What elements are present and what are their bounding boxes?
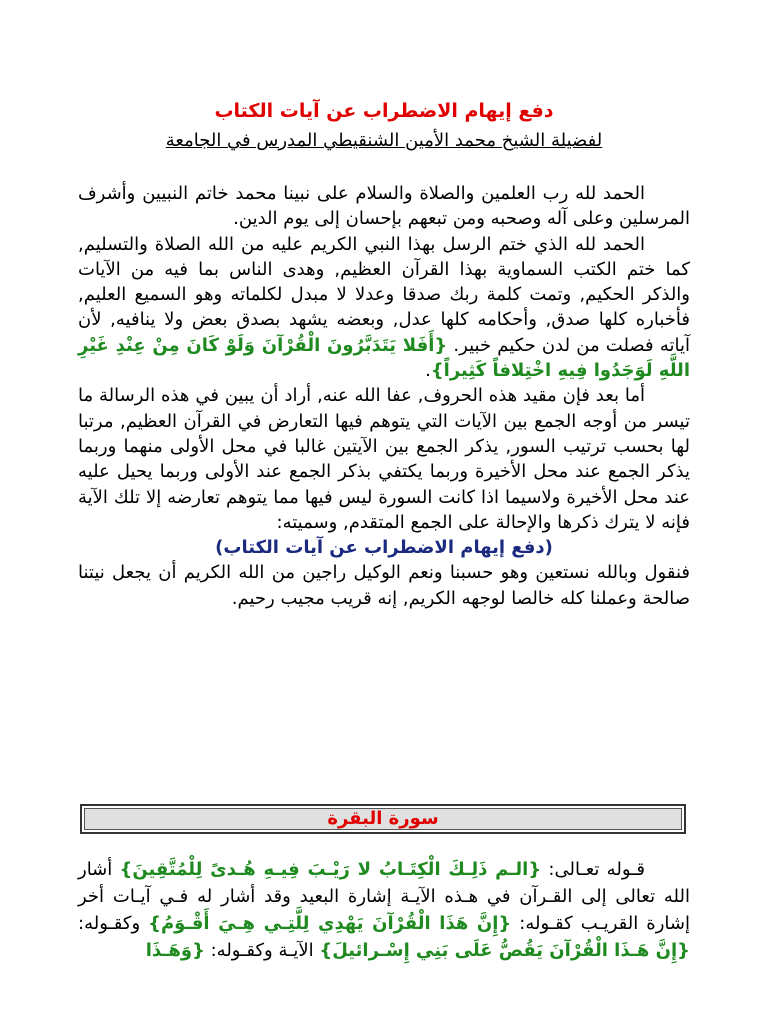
intro-paragraph-2-text: الحمد لله الذي ختم الرسل بهذا النبي الكريم عليه من الله الصلاة والتسليم, كما ختم الكتب السماوية بهذا القرآن العظيم, وهدى الناس بما فيه من الآيات والذكر الحكيم, وتمت كلمة ربك صدقا وعدلا لا مبدل لكلماته وهو السميع العليم, فأخباره كلها صدق, وأحكامه كلها عدل, وبعضه يشهد بصدق بعض ولا ينافيه, لأن آياته فصلت من لدن حكيم خبير. xyxy=(78,233,690,356)
section-heading: سورة البقرة xyxy=(327,808,439,829)
quran-verse: {أَفَلا يَتَدَبَّرُونَ الْقُرْآنَ وَلَوْ كَانَ مِنْ عِنْدِ غَيْرِ اللَّهِ لَوَجَدُوا فِيهِ اخْتِلافاً كَثِيراً} xyxy=(78,334,690,382)
section-body xyxy=(78,856,690,964)
quran-verse-2: {إِنَّ هَذَا الْقُرْآنَ يَهْدِي لِلَّتِـي هِـيَ أَقْـوَمُ} xyxy=(148,913,512,934)
intro-paragraph-2-end: . xyxy=(425,360,431,382)
intro-paragraph-3: أما بعد فإن مقيد هذه الحروف, عفا الله عنه, أراد أن يبين في هذه الرسالة ما تيسر من أوجه الجمع بين الآيات التي يتوهم فيها التعارض في القرآن العظيم, مرتبا لها بحسب ترتيب السور, يذكر الجمع بين الآيتين غالبا في محل الأولى منهما وربما يذكر الجمع عند محل الأخيرة وربما يكتفي بذكر الجمع عند الأولى وربما يحيل عليه عند محل الأخيرة ولاسيما اذا كانت السورة ليس فيها مما يتوهم تعارضه إلا تلك الآية فإنه لا يترك ذكرها والإحالة على الجمع المتقدم, وسميته: xyxy=(78,385,690,533)
section-text-3: وكقـوله: xyxy=(78,913,149,934)
book-name: (دفع إيهام الاضطراب عن آيات الكتاب) xyxy=(215,537,553,559)
section-text-1: قـوله تعـالى: xyxy=(541,859,645,880)
section-heading-bar xyxy=(80,804,686,834)
document-subtitle: لفضيلة الشيخ محمد الأمين الشنقيطي المدرس في الجامعة xyxy=(165,130,603,151)
intro-body xyxy=(78,181,690,611)
section-text-2: أشار الله تعالى إلى القـرآن في هـذه الآيـة إشارة البعيد وقد أشار له فـي آيـات أخر إشارة القريـب كقـوله: xyxy=(78,859,690,934)
intro-paragraph-2 xyxy=(78,232,690,384)
intro-paragraph-1: الحمد لله رب العلمين والصلاة والسلام على نبينا محمد خاتم النبيين وأشرف المرسلين وعلى آله وصحبه ومن تبعهم بإحسان إلى يوم الدين. xyxy=(78,183,690,230)
intro-paragraph-4: فنقول وبالله نستعين وهو حسبنا ونعم الوكيل راجين من الله الكريم أن يجعل نيتنا صالحة وعملنا كله خالصا لوجهه الكريم, إنه قريب مجيب رحيم. xyxy=(78,562,690,609)
document-title: دفع إيهام الاضطراب عن آيات الكتاب xyxy=(214,100,554,122)
section-paragraph xyxy=(78,856,690,964)
quran-verse-4: {وَهَـذَا xyxy=(145,940,205,961)
quran-verse-1: {الـم ذَلِـكَ الْكِتَـابُ لا رَيْـبَ فِيـهِ هُـدىً لِلْمُتَّقِينَ} xyxy=(119,859,542,880)
quran-verse-3: {إِنَّ هَـذَا الْقُرْآنَ يَقُصُّ عَلَى بَنِي إِسْـرائيلَ} xyxy=(319,940,690,961)
section-text-4: الآيـة وكقـوله: xyxy=(204,940,320,961)
